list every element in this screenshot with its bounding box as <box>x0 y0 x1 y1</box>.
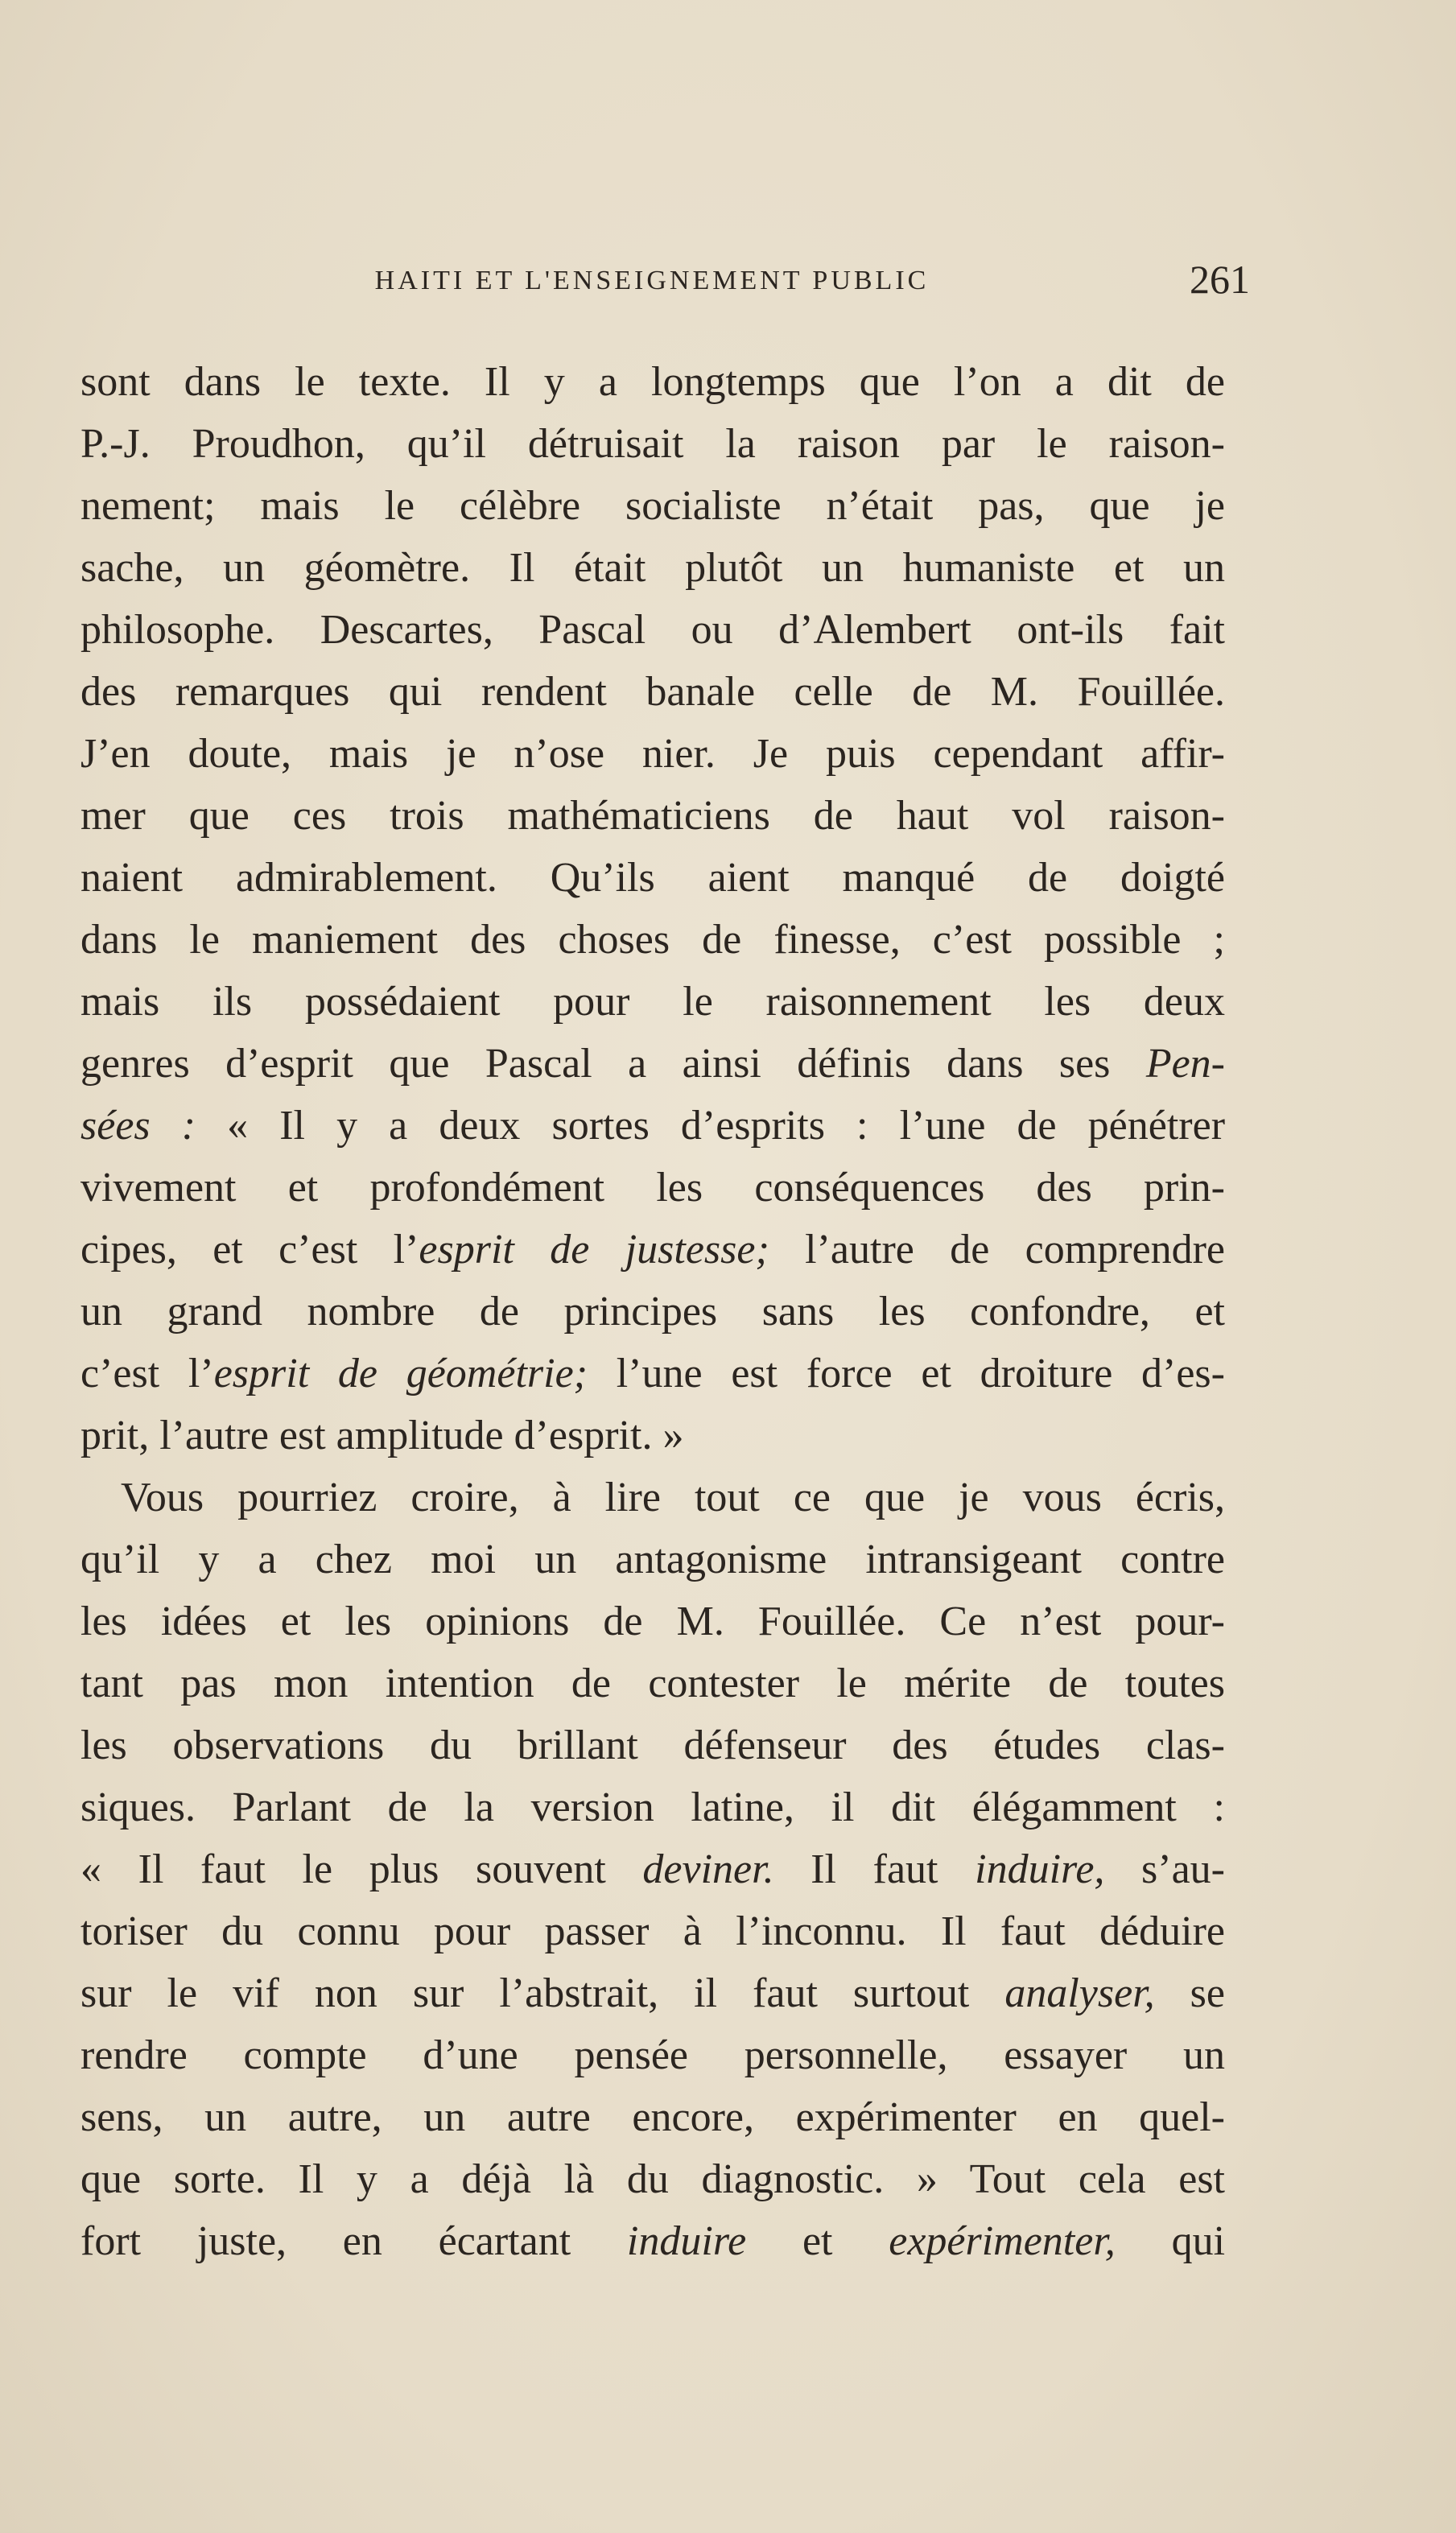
text-line <box>80 1033 1225 1095</box>
text-segment: prit, l’autre est amplitude d’esprit. » <box>80 1413 684 1458</box>
text-segment: sache, un géomètre. Il était plutôt un humaniste et un <box>80 545 1225 591</box>
body-text <box>80 351 1225 2272</box>
text-segment: c’est l’ <box>80 1351 214 1396</box>
text-segment: que sorte. Il y a déjà là du diagnostic. » Tout cela est <box>80 2156 1225 2202</box>
text-segment: J’en doute, mais je n’ose nier. Je puis cependant affir- <box>80 731 1225 777</box>
text-segment: nement; mais le célèbre socialiste n’était pas, que je <box>80 483 1225 529</box>
text-segment: un grand nombre de principes sans les confondre, et <box>80 1289 1225 1335</box>
page-number: 261 <box>1190 257 1250 302</box>
text-segment: l’une est force et droiture d’es- <box>587 1351 1225 1396</box>
italic-text: deviner. <box>642 1846 774 1892</box>
text-segment: genres d’esprit que Pascal a ainsi définis dans ses <box>80 1041 1146 1087</box>
text-segment: rendre compte d’une pensée personnelle, essayer un <box>80 2032 1225 2078</box>
text-segment: Il faut <box>773 1846 975 1892</box>
text-line <box>80 971 1225 1033</box>
text-line <box>80 1095 1225 1157</box>
text-segment: cipes, et c’est l’ <box>80 1227 419 1273</box>
text-segment: mais ils possédaient pour le raisonnement les deux <box>80 979 1225 1025</box>
text-segment: qu’il y a chez moi un antagonisme intransigeant contre <box>80 1537 1225 1582</box>
text-line <box>80 661 1225 723</box>
text-line <box>80 2024 1225 2086</box>
text-segment: naient admirablement. Qu’ils aient manqué de doigté <box>80 855 1225 901</box>
text-segment: sur le vif non sur l’abstrait, il faut surtout <box>80 1970 1005 2016</box>
italic-text: induire <box>626 2218 747 2264</box>
text-line <box>80 1219 1225 1281</box>
text-line <box>80 2148 1225 2210</box>
text-segment: Vous pourriez croire, à lire tout ce que je vous écris, <box>121 1475 1225 1520</box>
text-line <box>80 475 1225 537</box>
text-segment: toriser du connu pour passer à l’inconnu. Il faut déduire <box>80 1908 1225 1954</box>
italic-text: esprit de géométrie; <box>213 1351 588 1396</box>
text-line <box>80 909 1225 971</box>
text-segment: dans le maniement des choses de finesse, c’est possible ; <box>80 917 1225 963</box>
text-line <box>80 785 1225 847</box>
text-line <box>80 2210 1225 2272</box>
text-segment: l’autre de comprendre <box>769 1227 1225 1273</box>
text-segment: les observations du brillant défenseur des études clas- <box>80 1722 1225 1768</box>
text-line <box>80 413 1225 475</box>
text-line <box>80 1405 1225 1467</box>
text-segment: « Il y a deux sortes d’esprits : l’une de pénétrer <box>196 1103 1226 1149</box>
text-segment: se <box>1154 1970 1225 2016</box>
text-line <box>80 847 1225 909</box>
text-line <box>80 1652 1225 1714</box>
text-line <box>80 599 1225 661</box>
text-segment: les idées et les opinions de M. Fouillée. Ce n’est pour- <box>80 1599 1225 1644</box>
italic-text: expérimenter, <box>889 2218 1116 2264</box>
text-line <box>80 1714 1225 1776</box>
text-line <box>80 1343 1225 1405</box>
text-segment: philosophe. Descartes, Pascal ou d’Alembert ont-ils fait <box>80 607 1225 653</box>
text-segment: s’au- <box>1104 1846 1225 1892</box>
text-line <box>80 1962 1225 2024</box>
text-line <box>80 1776 1225 1838</box>
text-segment: sens, un autre, un autre encore, expérimenter en quel- <box>80 2094 1225 2140</box>
text-line <box>80 723 1225 785</box>
text-line <box>80 2086 1225 2148</box>
text-line <box>80 1281 1225 1343</box>
running-head: HAITI ET L'ENSEIGNEMENT PUBLIC <box>374 266 930 295</box>
text-line <box>80 1467 1225 1528</box>
text-line <box>80 1838 1225 1900</box>
text-segment: fort juste, en écartant <box>80 2218 627 2264</box>
text-segment: P.-J. Proudhon, qu’il détruisait la raison par le raison- <box>80 421 1225 467</box>
text-segment: mer que ces trois mathématiciens de haut vol raison- <box>80 793 1225 839</box>
italic-text: sées : <box>80 1103 196 1149</box>
text-segment: et <box>746 2218 889 2264</box>
text-segment: siques. Parlant de la version latine, il dit élégamment : <box>80 1784 1225 1830</box>
text-line <box>80 1900 1225 1962</box>
italic-text: analyser, <box>1004 1970 1155 2016</box>
text-segment: qui <box>1115 2218 1226 2264</box>
text-segment: vivement et profondément les conséquences des prin- <box>80 1165 1225 1211</box>
text-line <box>80 1590 1225 1652</box>
text-line <box>80 537 1225 599</box>
italic-text: induire, <box>975 1846 1105 1892</box>
text-line <box>80 351 1225 413</box>
text-segment: tant pas mon intention de contester le mérite de toutes <box>80 1660 1225 1706</box>
text-line <box>80 1157 1225 1219</box>
italic-text: Pen- <box>1145 1041 1225 1087</box>
text-segment: des remarques qui rendent banale celle de M. Fouillée. <box>80 669 1225 715</box>
italic-text: esprit de justesse; <box>419 1227 769 1273</box>
text-segment: « Il faut le plus souvent <box>80 1846 643 1892</box>
text-line <box>80 1528 1225 1590</box>
text-segment: sont dans le texte. Il y a longtemps que l’on a dit de <box>80 359 1225 405</box>
